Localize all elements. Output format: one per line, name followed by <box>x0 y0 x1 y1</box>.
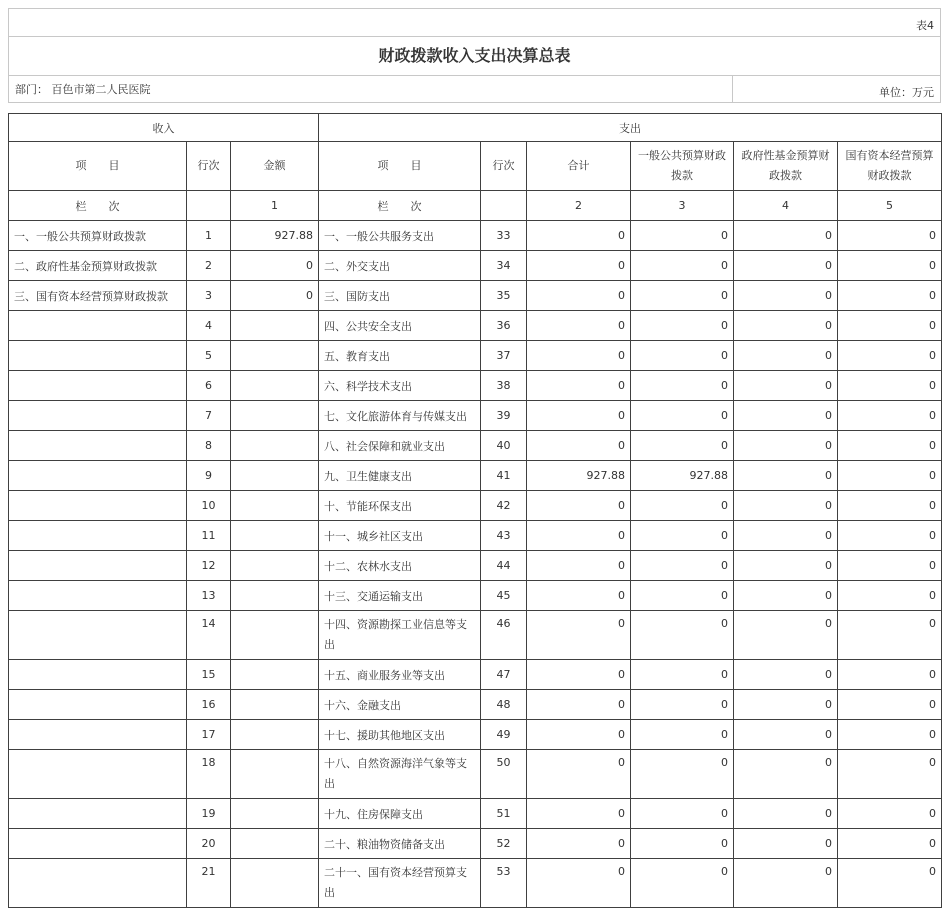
unit-info <box>732 76 940 102</box>
income-line-cell: 7 <box>187 401 231 431</box>
total-cell: 0 <box>527 581 631 611</box>
expense-item-cell: 六、科学技术支出 <box>319 371 481 401</box>
total-cell: 0 <box>527 491 631 521</box>
general-budget-cell: 0 <box>631 491 734 521</box>
state-capital-cell: 0 <box>838 690 942 720</box>
state-capital-cell: 0 <box>838 281 942 311</box>
table-row <box>9 491 942 521</box>
total-cell: 0 <box>527 251 631 281</box>
expense-item-cell: 十四、资源勘探工业信息等支出 <box>319 611 481 660</box>
expense-line-cell: 53 <box>481 859 527 908</box>
gov-fund-cell: 0 <box>734 251 838 281</box>
income-item-cell <box>9 750 187 799</box>
expense-line-header: 行次 <box>481 142 527 191</box>
income-item-cell: 三、国有资本经营预算财政拨款 <box>9 281 187 311</box>
expense-item-cell: 十三、交通运输支出 <box>319 581 481 611</box>
gov-fund-cell: 0 <box>734 371 838 401</box>
state-capital-cell: 0 <box>838 251 942 281</box>
income-item-cell <box>9 690 187 720</box>
income-line-cell: 8 <box>187 431 231 461</box>
general-budget-index: 3 <box>631 191 734 221</box>
gov-fund-cell: 0 <box>734 581 838 611</box>
expense-line-cell: 33 <box>481 221 527 251</box>
table-row <box>9 371 942 401</box>
report-title-bar <box>8 36 941 75</box>
expense-line-cell: 44 <box>481 551 527 581</box>
state-capital-cell: 0 <box>838 581 942 611</box>
gov-fund-cell: 0 <box>734 859 838 908</box>
expense-line-cell: 34 <box>481 251 527 281</box>
expense-item-cell: 十五、商业服务业等支出 <box>319 660 481 690</box>
section-header-row <box>9 114 942 142</box>
gov-fund-index: 4 <box>734 191 838 221</box>
income-line-cell: 6 <box>187 371 231 401</box>
table-row <box>9 720 942 750</box>
gov-fund-cell: 0 <box>734 690 838 720</box>
expense-line-cell: 35 <box>481 281 527 311</box>
state-capital-cell: 0 <box>838 551 942 581</box>
expense-line-cell: 50 <box>481 750 527 799</box>
income-item-cell: 一、一般公共预算财政拨款 <box>9 221 187 251</box>
expense-item-cell: 十八、自然资源海洋气象等支出 <box>319 750 481 799</box>
expense-item-cell: 四、公共安全支出 <box>319 311 481 341</box>
state-capital-header: 国有资本经营预算财政拨款 <box>838 142 942 191</box>
income-line-cell: 15 <box>187 660 231 690</box>
total-cell: 0 <box>527 311 631 341</box>
income-amount-cell <box>231 611 319 660</box>
general-budget-cell: 0 <box>631 251 734 281</box>
income-line-cell: 2 <box>187 251 231 281</box>
total-cell: 0 <box>527 521 631 551</box>
income-amount-cell: 927.88 <box>231 221 319 251</box>
income-line-cell: 4 <box>187 311 231 341</box>
income-amount-cell <box>231 720 319 750</box>
income-line-cell: 3 <box>187 281 231 311</box>
expense-item-cell: 十九、住房保障支出 <box>319 799 481 829</box>
income-item-cell: 二、政府性基金预算财政拨款 <box>9 251 187 281</box>
gov-fund-cell: 0 <box>734 750 838 799</box>
gov-fund-cell: 0 <box>734 341 838 371</box>
general-budget-cell: 927.88 <box>631 461 734 491</box>
total-cell: 0 <box>527 611 631 660</box>
state-capital-cell: 0 <box>838 750 942 799</box>
expense-line-cell: 45 <box>481 581 527 611</box>
income-line-cell: 10 <box>187 491 231 521</box>
state-capital-cell: 0 <box>838 859 942 908</box>
income-amount-cell <box>231 829 319 859</box>
state-capital-cell: 0 <box>838 521 942 551</box>
gov-fund-cell: 0 <box>734 281 838 311</box>
expense-item-header: 项 目 <box>319 142 481 191</box>
info-bar <box>8 75 941 103</box>
state-capital-cell: 0 <box>838 720 942 750</box>
expense-item-cell: 一、一般公共服务支出 <box>319 221 481 251</box>
income-item-cell <box>9 491 187 521</box>
total-cell: 0 <box>527 431 631 461</box>
expense-item-cell: 三、国防支出 <box>319 281 481 311</box>
expense-line-cell: 46 <box>481 611 527 660</box>
department-name: 百色市第二人民医院 <box>51 83 151 96</box>
general-budget-cell: 0 <box>631 341 734 371</box>
state-capital-cell: 0 <box>838 799 942 829</box>
table-row <box>9 611 942 660</box>
income-line-cell: 20 <box>187 829 231 859</box>
total-cell: 0 <box>527 371 631 401</box>
report-title: 财政拨款收入支出决算总表 <box>378 46 571 65</box>
total-cell: 0 <box>527 341 631 371</box>
general-budget-cell: 0 <box>631 431 734 461</box>
income-item-cell <box>9 401 187 431</box>
table-row <box>9 521 942 551</box>
total-cell: 0 <box>527 221 631 251</box>
column-header-row <box>9 142 942 191</box>
income-amount-cell <box>231 371 319 401</box>
income-line-cell: 13 <box>187 581 231 611</box>
unit-label: 单位：万元 <box>879 86 934 99</box>
state-capital-cell: 0 <box>838 491 942 521</box>
table-row <box>9 311 942 341</box>
income-amount-cell <box>231 859 319 908</box>
gov-fund-cell: 0 <box>734 829 838 859</box>
income-item-cell <box>9 799 187 829</box>
income-amount-cell: 0 <box>231 281 319 311</box>
table-row <box>9 660 942 690</box>
income-amount-cell <box>231 799 319 829</box>
total-cell: 0 <box>527 551 631 581</box>
income-amount-cell <box>231 401 319 431</box>
table-row <box>9 251 942 281</box>
gov-fund-cell: 0 <box>734 799 838 829</box>
total-cell: 0 <box>527 660 631 690</box>
income-item-cell <box>9 720 187 750</box>
state-capital-cell: 0 <box>838 341 942 371</box>
income-amount-cell <box>231 461 319 491</box>
total-cell: 927.88 <box>527 461 631 491</box>
table-row <box>9 431 942 461</box>
gov-fund-cell: 0 <box>734 660 838 690</box>
gov-fund-header: 政府性基金预算财政拨款 <box>734 142 838 191</box>
general-budget-cell: 0 <box>631 859 734 908</box>
income-line-cell: 5 <box>187 341 231 371</box>
income-line-cell: 14 <box>187 611 231 660</box>
expense-item-cell: 八、社会保障和就业支出 <box>319 431 481 461</box>
table-row <box>9 829 942 859</box>
table-row <box>9 401 942 431</box>
state-capital-cell: 0 <box>838 371 942 401</box>
total-cell: 0 <box>527 750 631 799</box>
income-item-cell <box>9 311 187 341</box>
expense-line-cell: 48 <box>481 690 527 720</box>
total-header: 合计 <box>527 142 631 191</box>
income-index-label: 栏 次 <box>9 191 187 221</box>
table-number <box>8 8 941 36</box>
total-cell: 0 <box>527 859 631 908</box>
income-item-cell <box>9 431 187 461</box>
state-capital-cell: 0 <box>838 401 942 431</box>
expense-item-cell: 十七、援助其他地区支出 <box>319 720 481 750</box>
table-row <box>9 799 942 829</box>
expense-item-cell: 五、教育支出 <box>319 341 481 371</box>
table-row <box>9 750 942 799</box>
expense-line-cell: 47 <box>481 660 527 690</box>
general-budget-cell: 0 <box>631 311 734 341</box>
general-budget-cell: 0 <box>631 829 734 859</box>
income-amount-cell <box>231 341 319 371</box>
income-item-cell <box>9 859 187 908</box>
income-line-cell: 9 <box>187 461 231 491</box>
table-body <box>9 221 942 908</box>
general-budget-cell: 0 <box>631 371 734 401</box>
expense-line-cell: 42 <box>481 491 527 521</box>
table-row <box>9 690 942 720</box>
general-budget-cell: 0 <box>631 799 734 829</box>
table-row <box>9 551 942 581</box>
total-cell: 0 <box>527 829 631 859</box>
income-line-cell: 11 <box>187 521 231 551</box>
general-budget-cell: 0 <box>631 521 734 551</box>
gov-fund-cell: 0 <box>734 551 838 581</box>
income-item-cell <box>9 581 187 611</box>
state-capital-cell: 0 <box>838 611 942 660</box>
expense-item-cell: 十六、金融支出 <box>319 690 481 720</box>
general-budget-cell: 0 <box>631 281 734 311</box>
expense-item-cell: 七、文化旅游体育与传媒支出 <box>319 401 481 431</box>
department-label: 部门： <box>15 83 48 96</box>
income-line-cell: 12 <box>187 551 231 581</box>
expense-item-cell: 二十、粮油物资储备支出 <box>319 829 481 859</box>
gov-fund-cell: 0 <box>734 221 838 251</box>
income-section-header: 收入 <box>9 114 319 142</box>
income-item-cell <box>9 461 187 491</box>
expense-line-index <box>481 191 527 221</box>
department-info <box>15 81 151 97</box>
expense-item-cell: 十二、农林水支出 <box>319 551 481 581</box>
income-item-cell <box>9 660 187 690</box>
table-row <box>9 221 942 251</box>
gov-fund-cell: 0 <box>734 401 838 431</box>
income-amount-cell <box>231 491 319 521</box>
gov-fund-cell: 0 <box>734 611 838 660</box>
income-amount-cell: 0 <box>231 251 319 281</box>
general-budget-header: 一般公共预算财政拨款 <box>631 142 734 191</box>
income-line-cell: 18 <box>187 750 231 799</box>
state-capital-cell: 0 <box>838 829 942 859</box>
expense-line-cell: 36 <box>481 311 527 341</box>
general-budget-cell: 0 <box>631 660 734 690</box>
expense-index-label: 栏 次 <box>319 191 481 221</box>
gov-fund-cell: 0 <box>734 720 838 750</box>
table-row <box>9 461 942 491</box>
general-budget-cell: 0 <box>631 401 734 431</box>
total-index: 2 <box>527 191 631 221</box>
income-amount-cell <box>231 521 319 551</box>
general-budget-cell: 0 <box>631 221 734 251</box>
income-amount-header: 金额 <box>231 142 319 191</box>
income-item-cell <box>9 829 187 859</box>
expense-line-cell: 41 <box>481 461 527 491</box>
gov-fund-cell: 0 <box>734 521 838 551</box>
income-item-cell <box>9 371 187 401</box>
total-cell: 0 <box>527 799 631 829</box>
table-row <box>9 341 942 371</box>
total-cell: 0 <box>527 401 631 431</box>
total-cell: 0 <box>527 281 631 311</box>
expense-item-cell: 二十一、国有资本经营预算支出 <box>319 859 481 908</box>
gov-fund-cell: 0 <box>734 491 838 521</box>
expense-item-cell: 二、外交支出 <box>319 251 481 281</box>
income-amount-index: 1 <box>231 191 319 221</box>
expense-line-cell: 39 <box>481 401 527 431</box>
expense-item-cell: 十、节能环保支出 <box>319 491 481 521</box>
gov-fund-cell: 0 <box>734 311 838 341</box>
income-amount-cell <box>231 581 319 611</box>
general-budget-cell: 0 <box>631 720 734 750</box>
expense-line-cell: 37 <box>481 341 527 371</box>
total-cell: 0 <box>527 690 631 720</box>
table-row <box>9 581 942 611</box>
income-amount-cell <box>231 551 319 581</box>
expense-section-header: 支出 <box>319 114 942 142</box>
income-line-cell: 21 <box>187 859 231 908</box>
income-line-cell: 16 <box>187 690 231 720</box>
income-line-cell: 17 <box>187 720 231 750</box>
expense-item-cell: 十一、城乡社区支出 <box>319 521 481 551</box>
income-item-cell <box>9 611 187 660</box>
income-line-index <box>187 191 231 221</box>
general-budget-cell: 0 <box>631 750 734 799</box>
column-index-row <box>9 191 942 221</box>
income-line-header: 行次 <box>187 142 231 191</box>
expense-line-cell: 43 <box>481 521 527 551</box>
general-budget-cell: 0 <box>631 581 734 611</box>
budget-table <box>8 113 942 908</box>
income-amount-cell <box>231 690 319 720</box>
expense-line-cell: 52 <box>481 829 527 859</box>
state-capital-index: 5 <box>838 191 942 221</box>
income-amount-cell <box>231 431 319 461</box>
state-capital-cell: 0 <box>838 431 942 461</box>
income-item-cell <box>9 551 187 581</box>
income-line-cell: 1 <box>187 221 231 251</box>
income-amount-cell <box>231 660 319 690</box>
income-item-cell <box>9 521 187 551</box>
expense-line-cell: 49 <box>481 720 527 750</box>
report-frame <box>8 8 941 908</box>
expense-line-cell: 40 <box>481 431 527 461</box>
general-budget-cell: 0 <box>631 690 734 720</box>
income-item-cell <box>9 341 187 371</box>
income-amount-cell <box>231 311 319 341</box>
income-line-cell: 19 <box>187 799 231 829</box>
general-budget-cell: 0 <box>631 611 734 660</box>
income-amount-cell <box>231 750 319 799</box>
table-row <box>9 859 942 908</box>
general-budget-cell: 0 <box>631 551 734 581</box>
income-item-header: 项 目 <box>9 142 187 191</box>
total-cell: 0 <box>527 720 631 750</box>
gov-fund-cell: 0 <box>734 461 838 491</box>
table-row <box>9 281 942 311</box>
gov-fund-cell: 0 <box>734 431 838 461</box>
table-number-text: 表4 <box>916 19 934 32</box>
state-capital-cell: 0 <box>838 461 942 491</box>
state-capital-cell: 0 <box>838 660 942 690</box>
expense-line-cell: 51 <box>481 799 527 829</box>
state-capital-cell: 0 <box>838 221 942 251</box>
expense-item-cell: 九、卫生健康支出 <box>319 461 481 491</box>
expense-line-cell: 38 <box>481 371 527 401</box>
state-capital-cell: 0 <box>838 311 942 341</box>
